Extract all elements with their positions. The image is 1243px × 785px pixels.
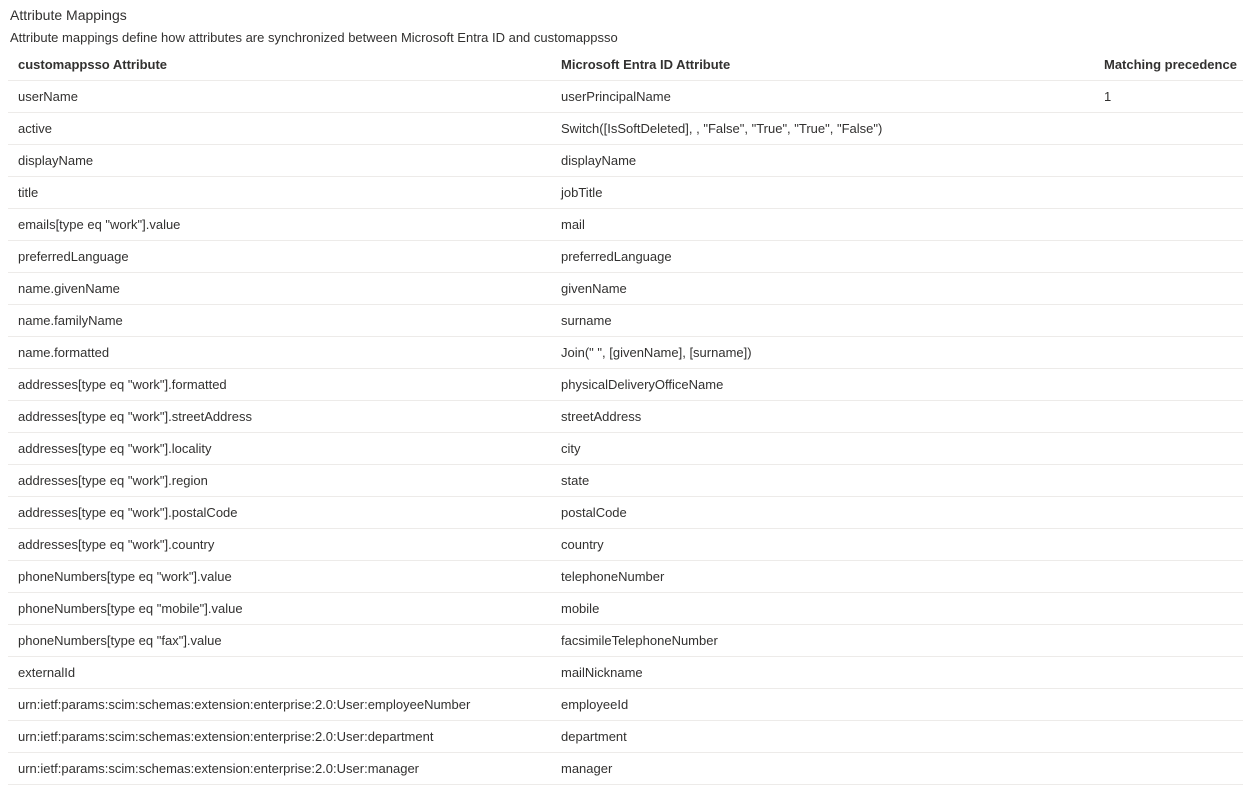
page-description: Attribute mappings define how attributes are synchronized between Microsoft Entra ID and customappsso	[10, 30, 618, 45]
entra-id-attribute-cell: Join(" ", [givenName], [surname])	[561, 345, 752, 360]
table-row[interactable]	[8, 465, 1243, 497]
customappsso-attribute-cell: addresses[type eq "work"].streetAddress	[18, 409, 252, 424]
column-header-customappsso-attribute[interactable]: customappsso Attribute	[18, 56, 168, 72]
entra-id-attribute-cell: mail	[561, 217, 585, 232]
entra-id-attribute-cell: surname	[561, 313, 612, 328]
table-row[interactable]	[8, 657, 1243, 689]
entra-id-attribute-cell: jobTitle	[561, 185, 603, 200]
entra-id-attribute-cell: country	[561, 537, 604, 552]
customappsso-attribute-cell: addresses[type eq "work"].formatted	[18, 377, 227, 392]
entra-id-attribute-cell: displayName	[561, 153, 637, 168]
entra-id-attribute-cell: streetAddress	[561, 409, 642, 424]
entra-id-attribute-cell: Switch([IsSoftDeleted], , "False", "True", "True", "False")	[561, 121, 883, 136]
customappsso-attribute-cell: externalId	[18, 665, 76, 680]
customappsso-attribute-cell: name.familyName	[18, 313, 123, 328]
table-row[interactable]	[8, 209, 1243, 241]
entra-id-attribute-cell: telephoneNumber	[561, 569, 665, 584]
entra-id-attribute-cell: physicalDeliveryOfficeName	[561, 377, 724, 392]
table-row[interactable]	[8, 753, 1243, 785]
entra-id-attribute-cell: givenName	[561, 281, 627, 296]
entra-id-attribute-cell: employeeId	[561, 697, 629, 712]
entra-id-attribute-cell: manager	[561, 761, 613, 776]
table-row[interactable]	[8, 145, 1243, 177]
attribute-mappings-table	[8, 48, 1243, 785]
entra-id-attribute-cell: mailNickname	[561, 665, 643, 680]
table-row[interactable]	[8, 337, 1243, 369]
customappsso-attribute-cell: name.givenName	[18, 281, 120, 296]
table-row[interactable]	[8, 689, 1243, 721]
table-row[interactable]	[8, 721, 1243, 753]
customappsso-attribute-cell: phoneNumbers[type eq "fax"].value	[18, 633, 222, 648]
entra-id-attribute-cell: mobile	[561, 601, 600, 616]
customappsso-attribute-cell: phoneNumbers[type eq "work"].value	[18, 569, 232, 584]
customappsso-attribute-cell: addresses[type eq "work"].country	[18, 537, 215, 552]
table-row[interactable]	[8, 497, 1243, 529]
customappsso-attribute-cell: phoneNumbers[type eq "mobile"].value	[18, 601, 243, 616]
table-row[interactable]	[8, 369, 1243, 401]
entra-id-attribute-cell: preferredLanguage	[561, 249, 672, 264]
table-row[interactable]	[8, 81, 1243, 113]
customappsso-attribute-cell: urn:ietf:params:scim:schemas:extension:enterprise:2.0:User:manager	[18, 761, 420, 776]
entra-id-attribute-cell: postalCode	[561, 505, 627, 520]
customappsso-attribute-cell: displayName	[18, 153, 94, 168]
column-header-entra-id-attribute[interactable]: Microsoft Entra ID Attribute	[561, 56, 731, 72]
table-row[interactable]	[8, 113, 1243, 145]
entra-id-attribute-cell: city	[561, 441, 581, 456]
table-header-row	[8, 48, 1243, 81]
customappsso-attribute-cell: title	[18, 185, 39, 200]
customappsso-attribute-cell: urn:ietf:params:scim:schemas:extension:enterprise:2.0:User:employeeNumber	[18, 697, 471, 712]
entra-id-attribute-cell: state	[561, 473, 590, 488]
customappsso-attribute-cell: urn:ietf:params:scim:schemas:extension:enterprise:2.0:User:department	[18, 729, 434, 744]
table-body	[8, 81, 1243, 785]
customappsso-attribute-cell: userName	[18, 89, 78, 104]
page-title: Attribute Mappings	[10, 7, 127, 23]
customappsso-attribute-cell: emails[type eq "work"].value	[18, 217, 181, 232]
matching-precedence-cell: 1	[1104, 89, 1112, 104]
entra-id-attribute-cell: userPrincipalName	[561, 89, 671, 104]
customappsso-attribute-cell: active	[18, 121, 52, 136]
table-row[interactable]	[8, 241, 1243, 273]
table-row[interactable]	[8, 305, 1243, 337]
column-header-matching-precedence[interactable]: Matching precedence	[1104, 56, 1237, 72]
table-row[interactable]	[8, 273, 1243, 305]
table-row[interactable]	[8, 529, 1243, 561]
customappsso-attribute-cell: addresses[type eq "work"].region	[18, 473, 208, 488]
customappsso-attribute-cell: preferredLanguage	[18, 249, 129, 264]
table-row[interactable]	[8, 625, 1243, 657]
customappsso-attribute-cell: addresses[type eq "work"].postalCode	[18, 505, 238, 520]
table-row[interactable]	[8, 561, 1243, 593]
table-row[interactable]	[8, 401, 1243, 433]
entra-id-attribute-cell: facsimileTelephoneNumber	[561, 633, 718, 648]
table-row[interactable]	[8, 177, 1243, 209]
entra-id-attribute-cell: department	[561, 729, 627, 744]
customappsso-attribute-cell: name.formatted	[18, 345, 110, 360]
table-row[interactable]	[8, 593, 1243, 625]
customappsso-attribute-cell: addresses[type eq "work"].locality	[18, 441, 212, 456]
table-row[interactable]	[8, 433, 1243, 465]
